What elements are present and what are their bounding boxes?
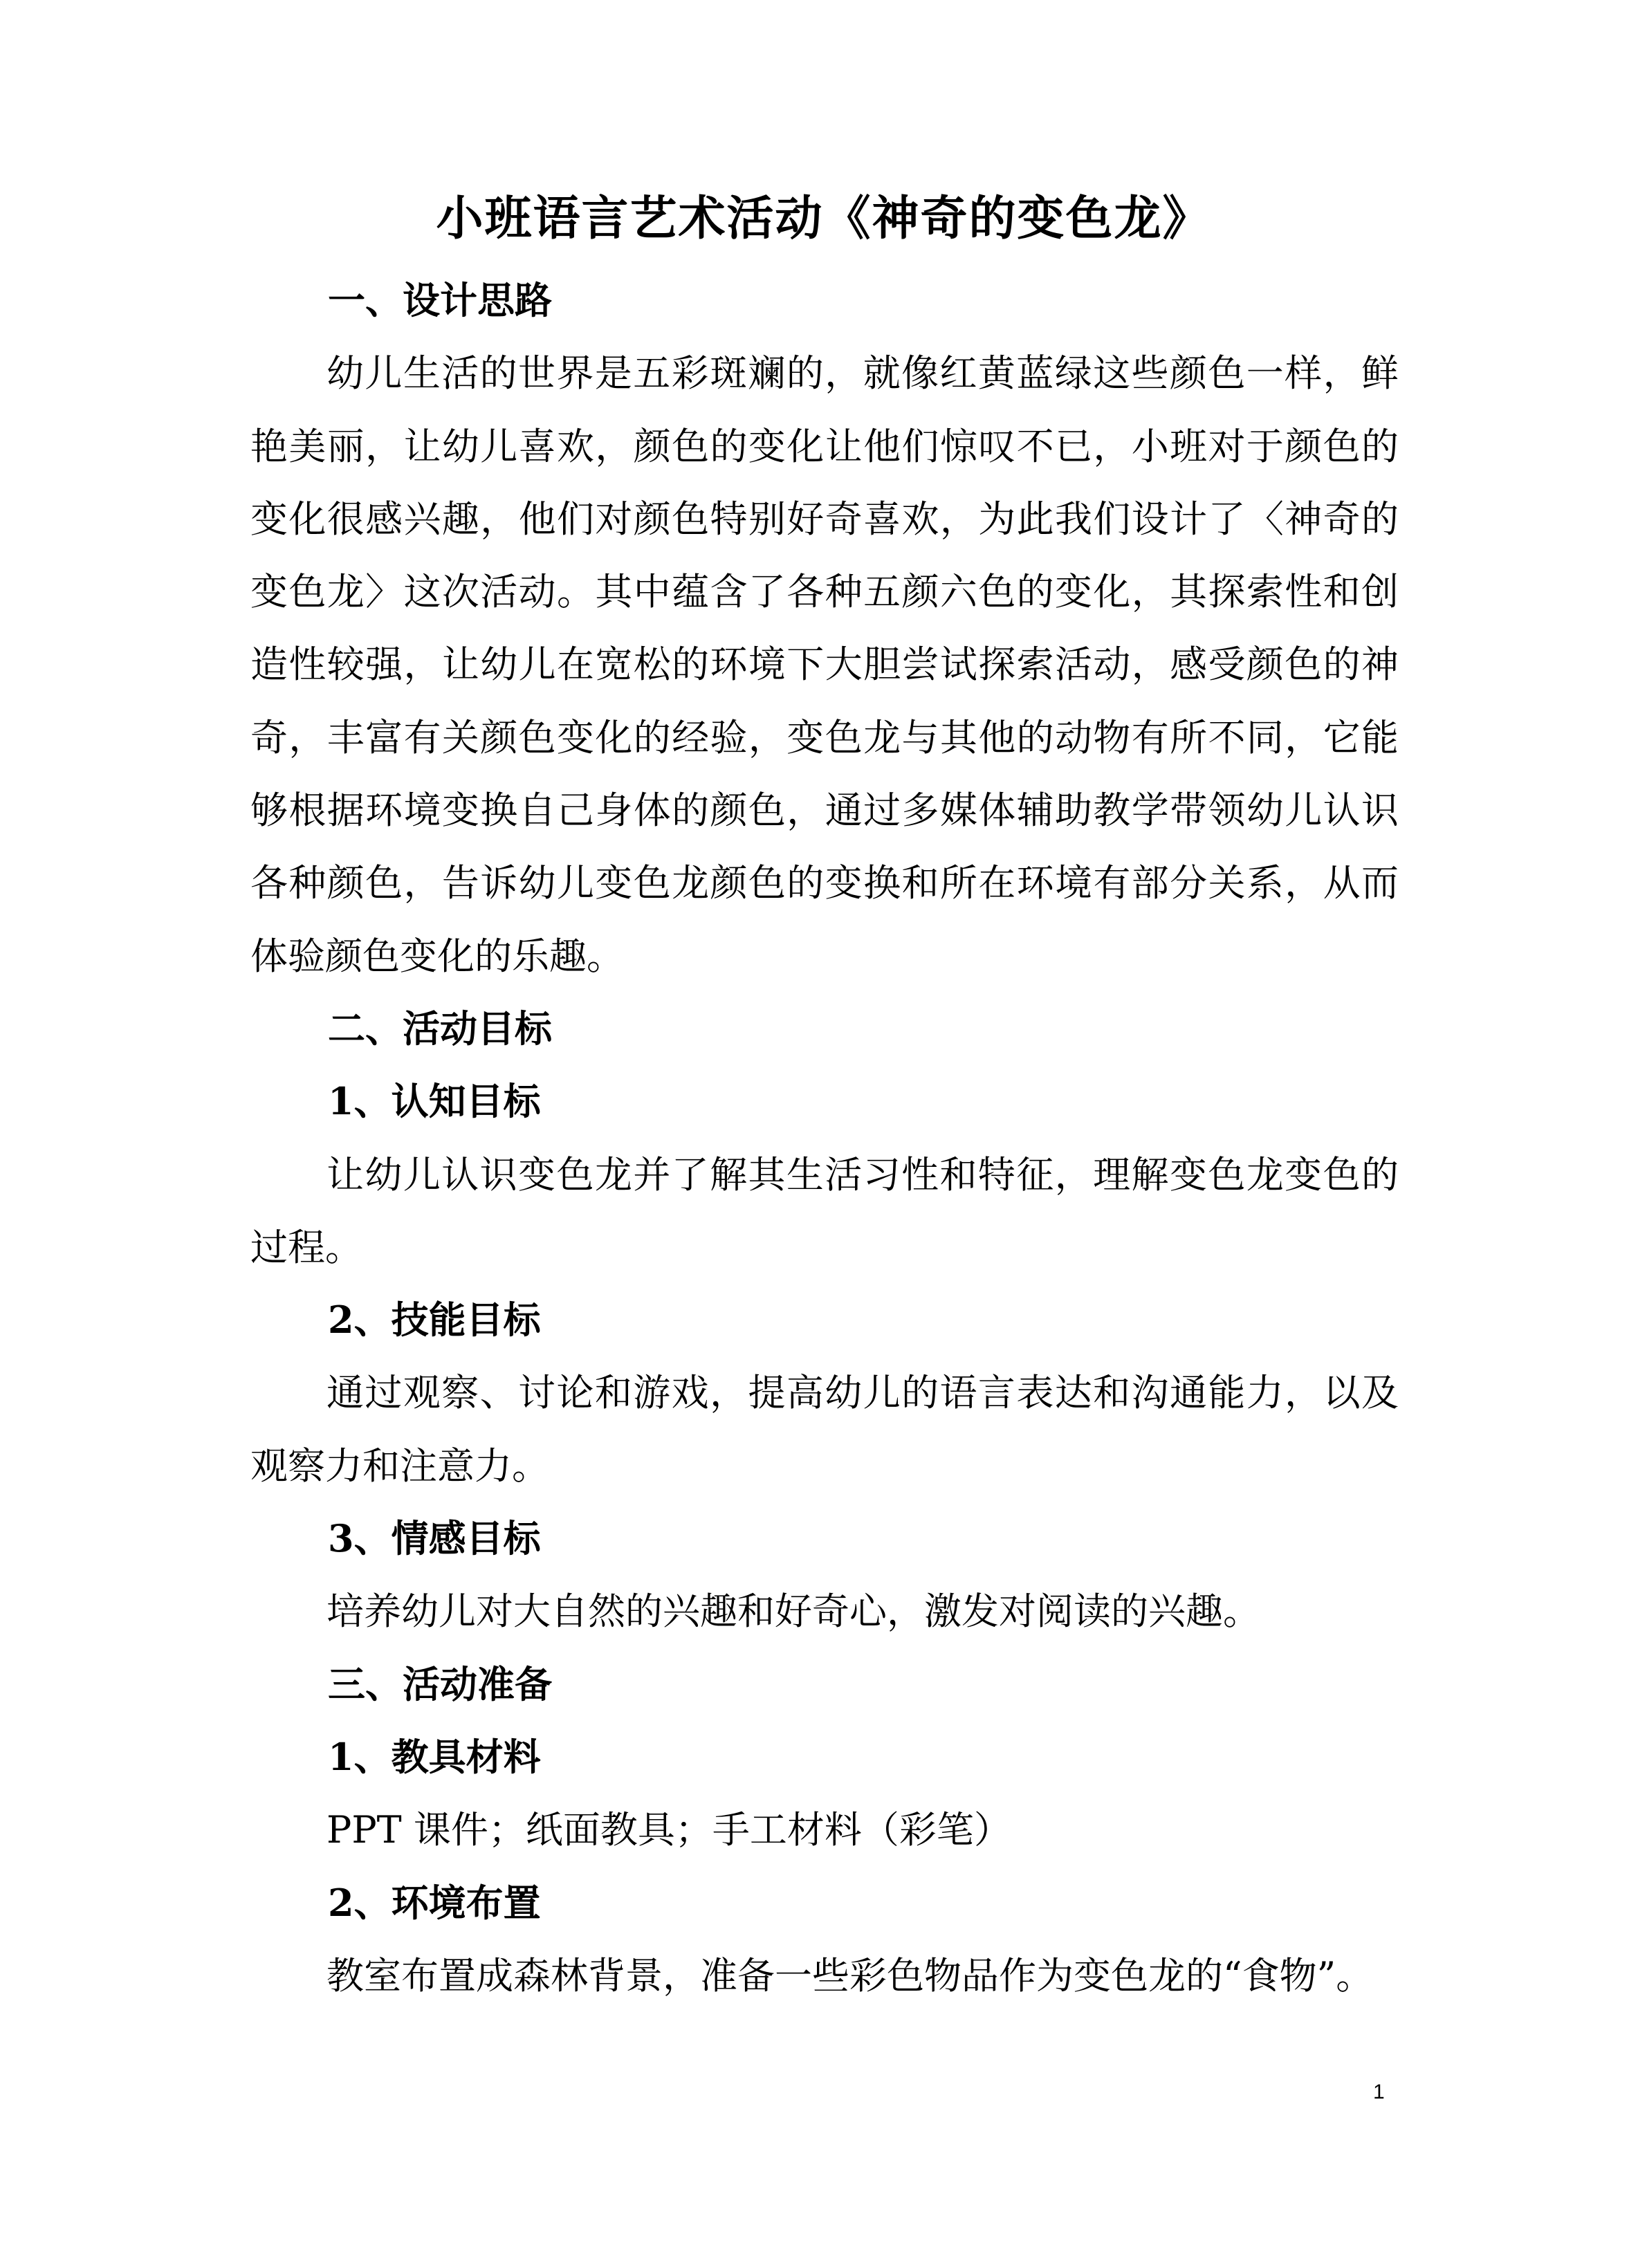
subheading-teaching-materials: 1、教具材料 — [328, 1734, 541, 1779]
teaching-materials-paragraph: PPT 课件；纸面教具；手工材料（彩笔） — [326, 1808, 1011, 1852]
subheading-environment-setup: 2、环境布置 — [328, 1880, 541, 1925]
subheading-emotional-goal: 3、情感目标 — [328, 1516, 541, 1561]
emotional-goal-paragraph: 培养幼儿对大自然的兴趣和好奇心，激发对阅读的兴趣。 — [326, 1589, 1260, 1634]
design-idea-paragraph: 幼儿生活的世界是五彩斑斓的，就像红黄蓝绿这些颜色一样，鲜艳美丽，让幼儿喜欢，颜色的变化让他们惊叹不已，小班对于颜色的变化很感兴趣，他们对颜色特别好奇喜欢，为此我们设计了〈神奇的变色龙〉这次活动。其中蕴含了各种五颜六色的变化，其探索性和创造性较强，让幼儿在宽松的环境下大胆尝试探索活动，感受颜色的神奇，丰富有关颜色变化的经验，变色龙与其他的动物有所不同，它能够根据环境变换自己身体的颜色，通过多媒体辅助教学带领幼儿认识各种颜色，告诉幼儿变色龙颜色的变换和所在环境有部分关系，从而体验颜色变化的乐趣。 — [250, 351, 1399, 978]
cognitive-goal-paragraph: 让幼儿认识变色龙并了解其生活习性和特征，理解变色龙变色的过程。 — [250, 1152, 1399, 1269]
section-heading-activity-goals: 二、活动目标 — [328, 1006, 552, 1051]
environment-setup-paragraph: 教室布置成森林背景，准备一些彩色物品作为变色龙的“食物”。 — [326, 1953, 1374, 1998]
skill-goal-paragraph: 通过观察、讨论和游戏，提高幼儿的语言表达和沟通能力，以及观察力和注意力。 — [250, 1371, 1399, 1488]
subheading-cognitive-goal: 1、认知目标 — [328, 1079, 541, 1124]
subheading-skill-goal: 2、技能目标 — [328, 1298, 541, 1343]
document-body — [250, 264, 1399, 2012]
section-heading-design-idea: 一、设计思路 — [328, 278, 552, 322]
section-heading-activity-preparation: 三、活动准备 — [328, 1661, 552, 1706]
document-title: 小班语言艺术活动《神奇的变色龙》 — [436, 190, 1211, 246]
page-number: 1 — [1373, 2081, 1385, 2103]
